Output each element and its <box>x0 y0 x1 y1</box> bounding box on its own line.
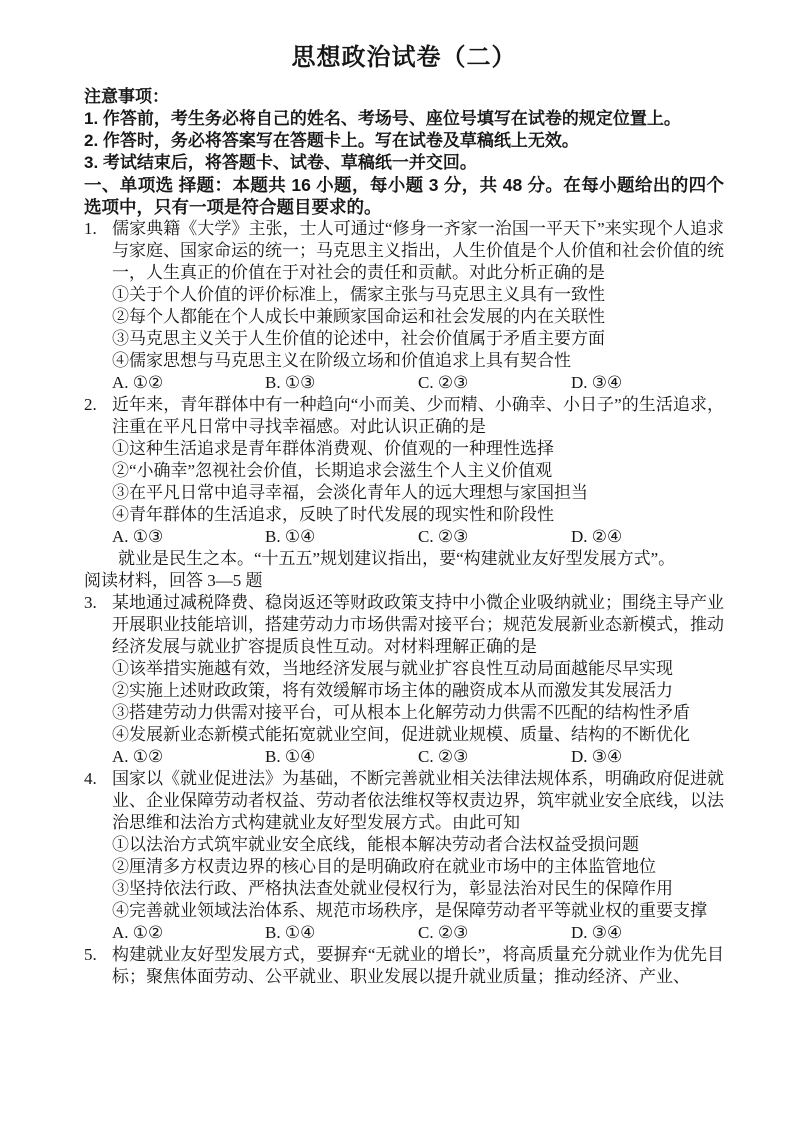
options-row <box>112 922 724 944</box>
question-block-2 <box>84 394 724 548</box>
question-stem <box>84 944 724 988</box>
statement: ④儒家思想与马克思主义在阶级立场和价值追求上具有契合性 <box>112 351 571 370</box>
option-c: C. ②③ <box>418 923 469 942</box>
notice-item-1: 1. 作答前，考生务必将自己的姓名、考场号、座位号填写在试卷的规定位置上。 <box>84 109 681 128</box>
question-number: 5. <box>84 945 97 964</box>
question-stem <box>84 768 724 834</box>
option-b: B. ①③ <box>265 373 316 392</box>
notice-item-2: 2. 作答时，务必将答案写在答题卡上。写在试卷及草稿纸上无效。 <box>84 131 579 150</box>
question-number: 3. <box>84 593 97 612</box>
notice-section <box>84 86 724 174</box>
option-d: D. ②④ <box>571 527 623 546</box>
question-block-1 <box>84 218 724 394</box>
option-a: A. ①③ <box>112 527 164 546</box>
statement: ②每个人都能在个人成长中兼顾家国命运和社会发展的内在关联性 <box>112 307 605 326</box>
statement: ④发展新业态新模式能拓宽就业空间，促进就业规模、质量、结构的不断优化 <box>112 725 690 744</box>
question-stem-text: 构建就业友好型发展方式，要摒弃“无就业的增长”，将高质量充分就业作为优先目标；聚焦体面劳动、公平就业、职业发展以提升就业质量；推动经济、产业、 <box>112 945 724 986</box>
question-block-4 <box>84 768 724 944</box>
notice-heading: 注意事项： <box>84 87 169 106</box>
question-stem-text: 国家以《就业促进法》为基础，不断完善就业相关法律法规体系，明确政府促进就业、企业保障劳动者权益、劳动者依法维权等权责边界，筑牢就业安全底线，以法治思维和法治方式构建就业友好型发展方式。由此可知 <box>112 769 724 832</box>
option-b: B. ①④ <box>265 747 316 766</box>
options-row <box>112 372 724 394</box>
question-stem-text: 近年来，青年群体中有一种趋向“小而美、少而精、小确幸、小日子”的生活追求，注重在平凡日常中寻找幸福感。对此认识正确的是 <box>112 395 724 436</box>
statement: ①该举措实施越有效，当地经济发展与就业扩容良性互动局面越能尽早实现 <box>112 659 673 678</box>
reading-passage <box>84 548 724 592</box>
option-b: B. ①④ <box>265 923 316 942</box>
statement: ④完善就业领域法治体系、规范市场秩序，是保障劳动者平等就业权的重要支撑 <box>112 901 707 920</box>
option-d: D. ③④ <box>571 747 623 766</box>
notice-item-3: 3. 考试结束后，将答题卡、试卷、草稿纸一并交回。 <box>84 153 477 172</box>
question-stem <box>84 592 724 658</box>
section-header: 一、单项选 择题：本题共 16 小题，每小题 3 分，共 48 分。在每小题给出的四个选项中，只有一项是符合题目要求的。 <box>84 175 724 217</box>
passage-instruction: 阅读材料，回答 3—5 题 <box>84 571 263 590</box>
question-number: 4. <box>84 769 97 788</box>
statement: ②实施上述财政政策，将有效缓解市场主体的融资成本从而激发其发展活力 <box>112 681 673 700</box>
question-stem <box>84 218 724 284</box>
question-stem-text: 儒家典籍《大学》主张，士人可通过“修身一齐家一治国一平天下”来实现个人追求与家庭、国家命运的统一；马克思主义指出，人生价值是个人价值和社会价值的统一，人生真正的价值在于对社会的责任和贡献。对此分析正确的是 <box>112 219 724 282</box>
statement: ①关于个人价值的评价标准上，儒家主张与马克思主义具有一致性 <box>112 285 605 304</box>
option-a: A. ①② <box>112 373 164 392</box>
option-a: A. ①② <box>112 747 164 766</box>
option-c: C. ②③ <box>418 373 469 392</box>
option-b: B. ①④ <box>265 527 316 546</box>
question-block-5 <box>84 944 724 988</box>
page-title: 思想政治试卷（二） <box>291 44 517 71</box>
question-block-3 <box>84 592 724 768</box>
question-number: 1. <box>84 219 97 238</box>
question-stem-text: 某地通过减税降费、稳岗返还等财政政策支持中小微企业吸纳就业；围绕主导产业开展职业技能培训，搭建劳动力市场供需对接平台；规范发展新业态新模式，推动经济发展与就业扩容提质良性互动。对材料理解正确的是 <box>112 593 724 656</box>
statement: ③马克思主义关于人生价值的论述中，社会价值属于矛盾主要方面 <box>112 329 605 348</box>
statement: ①这种生活追求是青年群体消费观、价值观的一种理性选择 <box>112 439 554 458</box>
option-c: C. ②③ <box>418 527 469 546</box>
question-number: 2. <box>84 395 97 414</box>
statement: ②厘清多方权责边界的核心目的是明确政府在就业市场中的主体监管地位 <box>112 857 656 876</box>
statement: ①以法治方式筑牢就业安全底线，能根本解决劳动者合法权益受损问题 <box>112 835 639 854</box>
option-d: D. ③④ <box>571 923 623 942</box>
option-d: D. ③④ <box>571 373 623 392</box>
passage-text: 就业是民生之本。“十五五”规划建议指出，要“构建就业友好型发展方式”。 <box>118 549 676 568</box>
option-a: A. ①② <box>112 923 164 942</box>
options-row <box>112 526 724 548</box>
statement: ③在平凡日常中追寻幸福，会淡化青年人的远大理想与家国担当 <box>112 483 588 502</box>
statement: ③搭建劳动力供需对接平台，可从根本上化解劳动力供需不匹配的结构性矛盾 <box>112 703 690 722</box>
option-c: C. ②③ <box>418 747 469 766</box>
statement: ④青年群体的生活追求，反映了时代发展的现实性和阶段性 <box>112 505 554 524</box>
statement: ③坚持依法行政、严格执法查处就业侵权行为，彰显法治对民生的保障作用 <box>112 879 673 898</box>
statement: ②“小确幸”忽视社会价值，长期追求会滋生个人主义价值观 <box>112 461 553 480</box>
question-stem <box>84 394 724 438</box>
options-row <box>112 746 724 768</box>
